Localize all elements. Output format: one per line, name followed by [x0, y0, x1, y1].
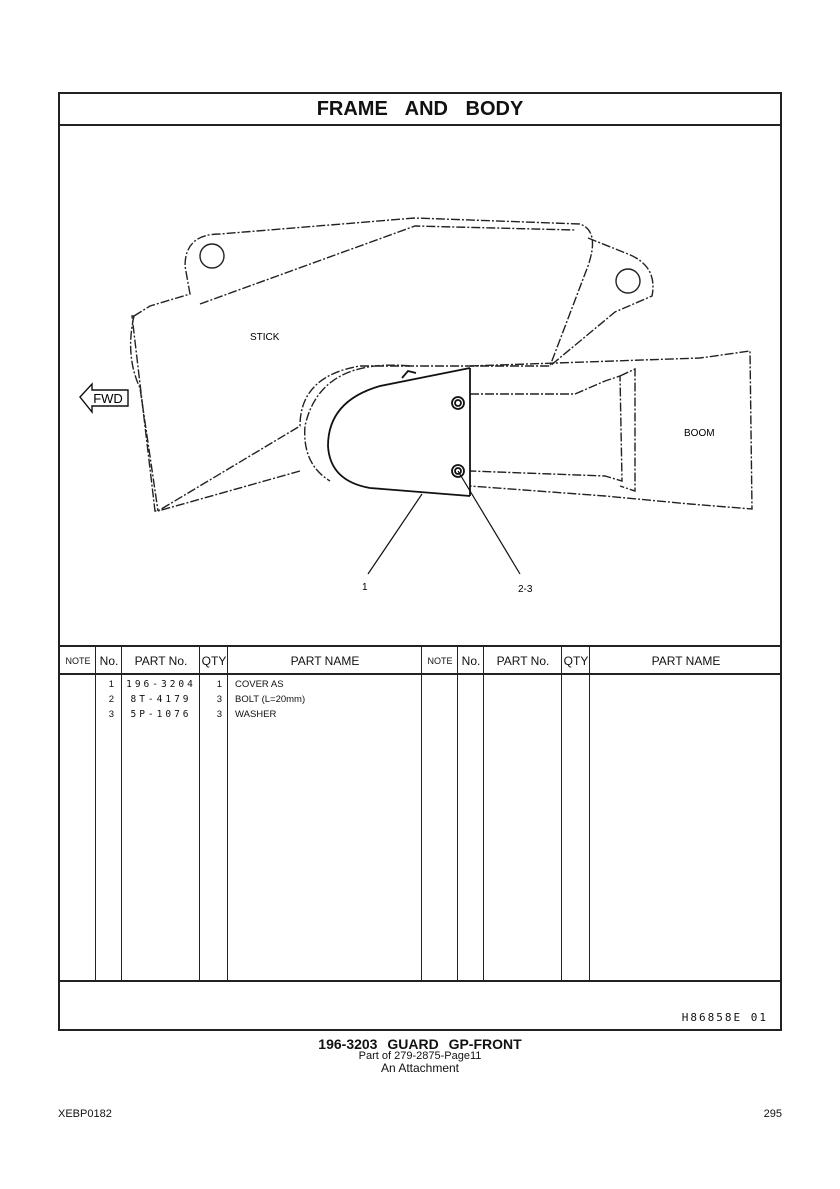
- row-2-qty: 3: [216, 694, 222, 705]
- bolt-top-inner: [455, 400, 461, 406]
- lug-pin-hole: [616, 269, 640, 293]
- header-partno-right: PART No.: [496, 654, 550, 668]
- header-note-right: NOTE: [427, 656, 453, 666]
- row-3-no: 3: [108, 709, 114, 720]
- row-2-partno: 8T-4179: [130, 694, 192, 705]
- document-id: XEBP0182: [58, 1108, 112, 1120]
- fwd-arrow: [80, 384, 128, 412]
- group-caption: 196-3203 GUARD GP-FRONT: [318, 1036, 522, 1052]
- header-note-left: NOTE: [65, 656, 91, 666]
- boom-bracket: [620, 369, 635, 491]
- row-2-no: 2: [108, 694, 114, 705]
- cover-outline: [328, 368, 470, 496]
- col-divider: [457, 645, 458, 981]
- drawing-reference: H86858E 01: [681, 1011, 768, 1024]
- stick-lower-edge: [158, 471, 300, 511]
- row-3-partno: 5P-1076: [130, 709, 192, 720]
- header-partname-right: PART NAME: [651, 654, 721, 668]
- header-qty-left: QTY: [201, 654, 227, 668]
- header-no-left: No.: [99, 654, 119, 668]
- col-divider: [227, 645, 228, 981]
- stick-pin-hole: [200, 244, 224, 268]
- row-3-qty: 3: [216, 709, 222, 720]
- page-title: FRAME AND BODY: [60, 94, 780, 126]
- col-divider: [589, 645, 590, 981]
- header-partno-left: PART No.: [134, 654, 188, 668]
- attachment-caption: An Attachment: [380, 1061, 460, 1075]
- row-1-no: 1: [108, 679, 114, 690]
- header-qty-right: QTY: [563, 654, 589, 668]
- col-divider: [561, 645, 562, 981]
- col-divider: [421, 645, 422, 981]
- page-number: 295: [763, 1108, 782, 1120]
- leader-1: [368, 494, 422, 574]
- parts-table-header: [60, 645, 780, 675]
- diagram-svg: [60, 126, 782, 646]
- stick-lug: [550, 238, 653, 366]
- part-of-caption: Part of 279-2875-Page11: [358, 1050, 482, 1062]
- row-1-partno: 196-3204: [126, 679, 196, 690]
- callout-1: 1: [362, 582, 368, 593]
- cover-tab: [402, 371, 416, 378]
- row-3-name: WASHER: [235, 709, 277, 720]
- parts-frame: [58, 92, 782, 1031]
- stick-label: STICK: [250, 332, 280, 343]
- row-1-name: COVER AS: [235, 679, 284, 690]
- row-1-qty: 1: [216, 679, 222, 690]
- header-no-right: No.: [461, 654, 481, 668]
- table-bottom-border: [60, 980, 780, 982]
- fwd-label: FWD: [93, 391, 123, 406]
- parts-diagram: [60, 126, 780, 646]
- leader-2-3: [458, 471, 520, 574]
- header-partname-left: PART NAME: [290, 654, 360, 668]
- stick-left-edge: [131, 316, 158, 511]
- callout-2-3: 2-3: [518, 584, 533, 595]
- bolt-top: [452, 397, 464, 409]
- row-2-name: BOLT (L=20mm): [235, 694, 306, 705]
- boom-label: BOOM: [684, 428, 715, 439]
- boom-inner: [470, 376, 622, 481]
- col-divider: [483, 645, 484, 981]
- stick-inner-line: [200, 226, 575, 304]
